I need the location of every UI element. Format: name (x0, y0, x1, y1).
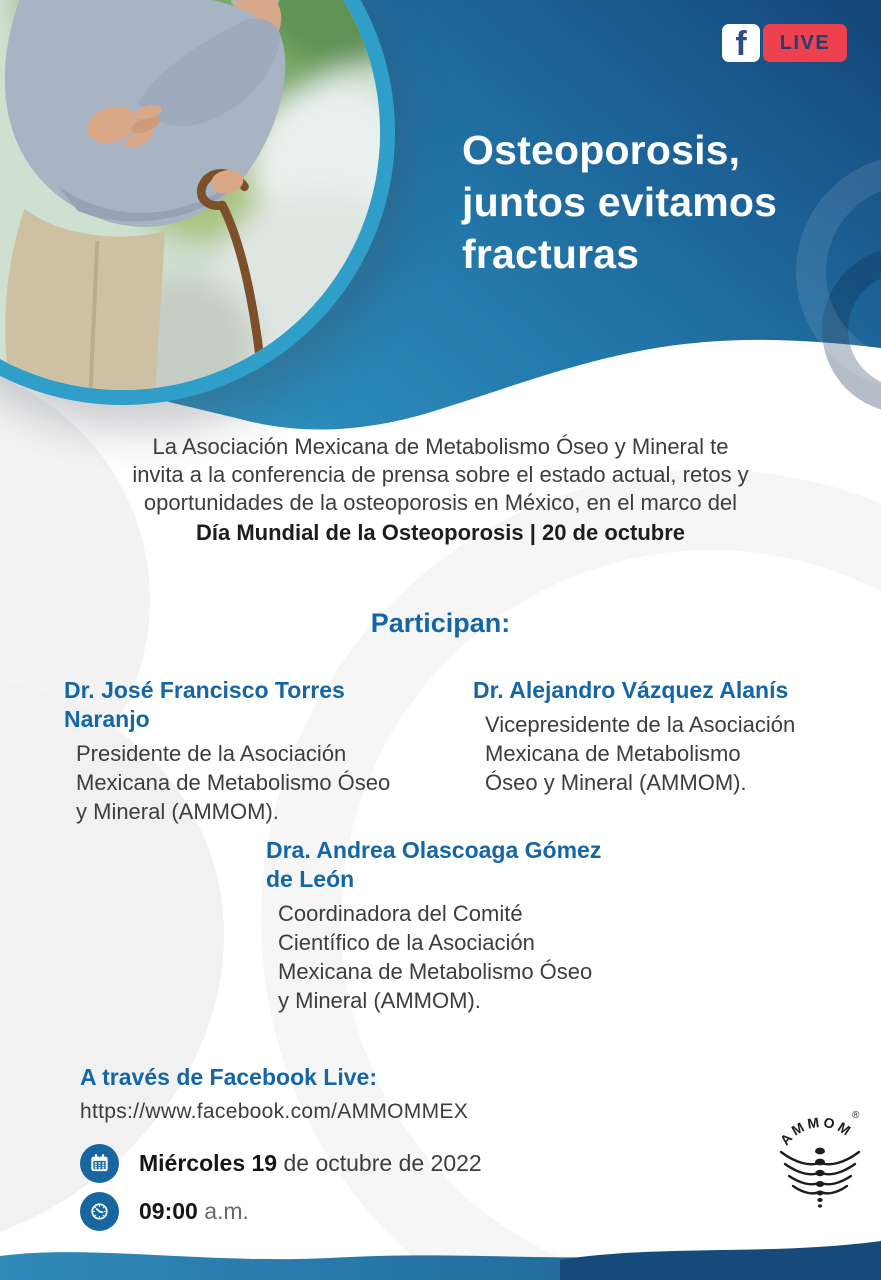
speaker-name: Dr. Alejandro Vázquez Alanís (473, 677, 789, 703)
role-line: Presidente de la Asociación (76, 741, 347, 766)
speaker-role (473, 710, 833, 797)
clock-icon (80, 1192, 119, 1231)
time-meridiem: a.m. (197, 1198, 249, 1224)
role-line: Mexicana de Metabolismo Óseo (278, 959, 593, 984)
speaker-torres-naranjo (64, 676, 404, 826)
intro-line: La Asociación Mexicana de Metabolismo Óseo y Mineral te (152, 434, 729, 459)
role-line: Coordinadora del Comité (278, 901, 523, 926)
ammom-logo-icon (775, 1094, 865, 1217)
date-row (80, 1144, 482, 1183)
stream-info (80, 1064, 468, 1124)
facebook-logo-icon: f (722, 24, 760, 62)
role-line: Óseo y Mineral (AMMOM). (485, 770, 747, 795)
intro-paragraph (0, 433, 881, 547)
date-day: Miércoles 19 (139, 1150, 278, 1176)
role-line: Mexicana de Metabolismo Óseo (76, 770, 391, 795)
stream-label: A través de Facebook Live: (80, 1064, 377, 1090)
date-rest: de octubre de 2022 (277, 1150, 482, 1176)
speaker-role (64, 739, 404, 826)
live-label: LIVE (763, 24, 847, 62)
role-line: Científico de la Asociación (278, 930, 535, 955)
registered-mark: ® (852, 1110, 860, 1121)
page-title (462, 124, 777, 280)
calendar-icon (80, 1144, 119, 1183)
role-line: Mexicana de Metabolismo (485, 741, 741, 766)
intro-line: oportunidades de la osteoporosis en México, en el marco del (143, 490, 738, 515)
intro-line: invita a la conferencia de prensa sobre el estado actual, retos y (132, 462, 749, 487)
ammom-logo-text: AMMOM (776, 1113, 856, 1149)
time-value: 09:00 (139, 1198, 198, 1224)
title-line: juntos evitamos (462, 179, 778, 225)
facebook-url: https://www.facebook.com/AMMOMMEX (80, 1100, 469, 1123)
footer-wave-shape (0, 1236, 881, 1280)
svg-text:AMMOM (777, 1114, 856, 1148)
speaker-vazquez-alanis (473, 676, 833, 797)
title-line: fracturas (462, 231, 640, 277)
facebook-live-badge (722, 24, 847, 62)
participants-heading: Participan: (370, 608, 511, 638)
event-date (139, 1150, 482, 1177)
role-line: y Mineral (AMMOM). (76, 799, 279, 824)
speaker-name: Dr. José Francisco Torres Naranjo (64, 677, 345, 732)
time-row (80, 1192, 249, 1231)
speaker-olascoaga-gomez (266, 836, 616, 1015)
speaker-name: Dra. Andrea Olascoaga Gómez de León (266, 837, 602, 892)
event-time (139, 1198, 249, 1225)
title-line: Osteoporosis, (462, 127, 741, 173)
world-osteoporosis-day-line: Día Mundial de la Osteoporosis | 20 de octubre (195, 520, 686, 545)
speaker-role (266, 899, 616, 1015)
role-line: Vicepresidente de la Asociación (485, 712, 796, 737)
role-line: y Mineral (AMMOM). (278, 988, 481, 1013)
